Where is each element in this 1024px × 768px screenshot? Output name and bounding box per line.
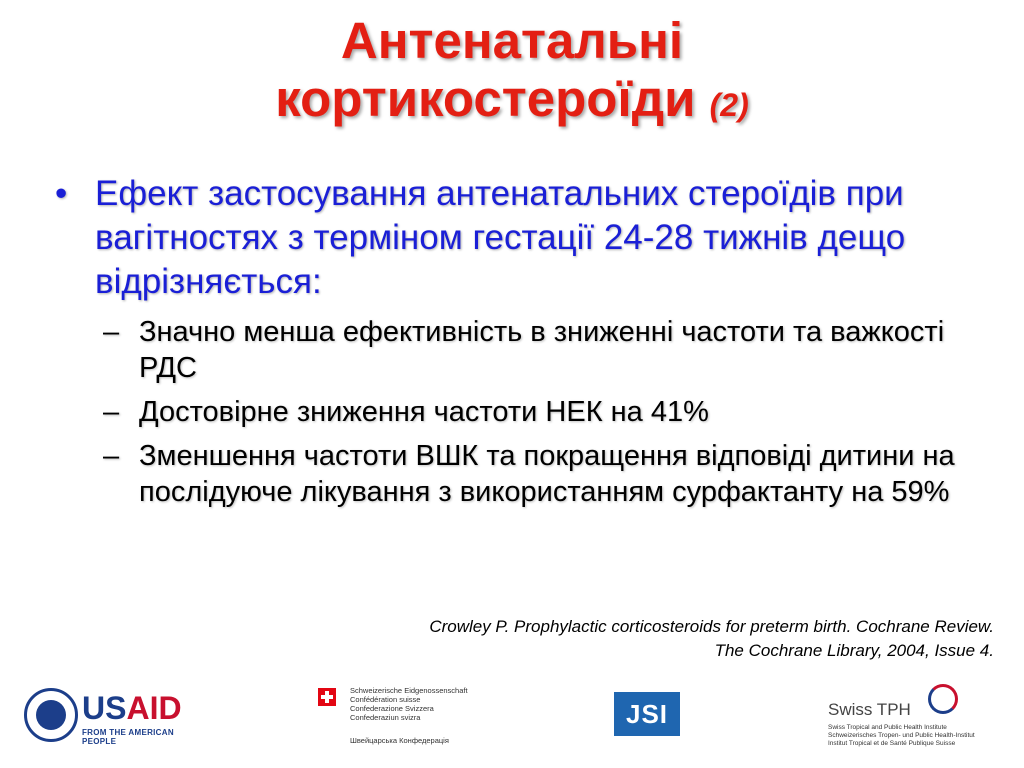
main-bullet [55,172,985,304]
title-line-2 [0,70,1024,134]
bullet-marker: • [55,174,68,213]
reference-line-2: The Cochrane Library, 2004, Issue 4. [714,641,994,660]
usaid-seal-icon [24,688,78,742]
tph-subtitle: Swiss Tropical and Public Health Institute Schweizerisches Tropen- und Public Health-Institut Institut Tropical et de Santé Publique Suisse [828,724,975,747]
jsi-logo: JSI [614,692,680,736]
reference-line-1: Crowley P. Prophylactic corticosteroids for preterm birth. Cochrane Review. [429,617,994,636]
swiss-confederation-logo [318,686,478,756]
usaid-logo [24,688,194,748]
reference [234,615,994,663]
dash-marker: – [103,440,120,472]
sub-bullet [55,314,985,386]
main-bullet-text: Ефект застосування антенатальних стероїдів при вагітностях з терміном гестації 24-28 тижнів дещо відрізняється: [95,174,906,301]
tph-wordmark: Swiss TPH [828,700,911,719]
bullet-list [55,172,985,510]
sub-bullet [55,394,985,430]
title-line-1: Антенатальні [340,12,684,69]
sub-bullet-text: Достовірне зниження частоти НЕК на 41% [139,396,709,428]
usaid-wordmark: USAID [82,690,182,726]
sub-bullet-text: Значно менша ефективність в зниженні частоти та важкості РДС [139,316,945,384]
dash-marker: – [103,316,120,348]
sub-bullet-text: Зменшення частоти ВШК та покращення відповіді дитини на послідуюче лікування з використанням сурфактанту на 59% [139,440,955,508]
logo-bar [0,680,1024,760]
usaid-tagline: FROM THE AMERICAN PEOPLE [82,728,174,746]
sub-bullet [55,438,985,510]
slide-title [0,12,1024,134]
dash-marker: – [103,396,120,428]
swiss-ua-name: Швейцарська Конфедерація [350,736,449,745]
tph-ring-icon [928,684,958,714]
swiss-tph-logo [828,684,998,756]
swiss-names: Schweizerische Eidgenossenschaft Confédération suisse Confederazione Svizzera Confederaziun svizra [350,686,468,722]
swiss-flag-icon [318,688,336,706]
title-number: (2) [709,87,749,123]
title-main-text: кортикостероїди [275,70,696,127]
